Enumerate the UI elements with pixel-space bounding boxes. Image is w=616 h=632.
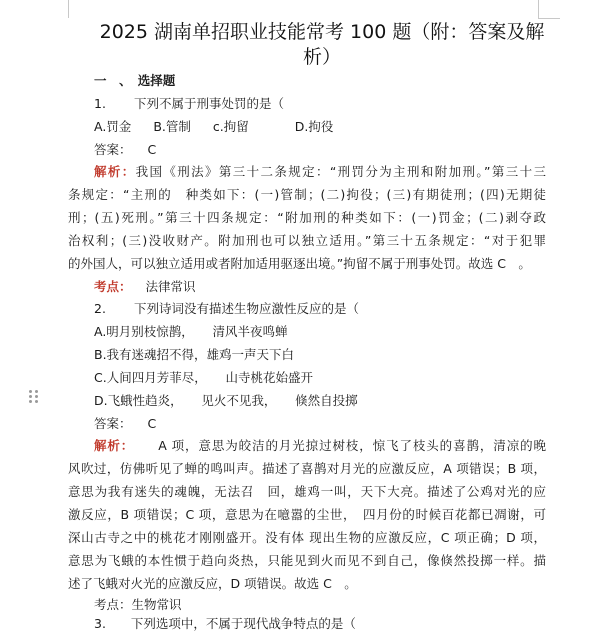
question-1-analysis-line-2: 条规定：“主刑的 种类如下：(一)管制；(二)拘役；(三)有期徒刑；(四)无期徒	[68, 187, 546, 202]
question-2	[94, 301, 359, 317]
page-margin-mark-right-horizontal	[538, 18, 560, 19]
option-b: B.管制	[153, 119, 191, 134]
question-2-analysis-line-7: 述了飞蛾对火光的应激反应，D 项错误。故选 C 。	[68, 576, 357, 591]
option-a: A.明月别枝惊鹊， 清风半夜鸣蝉	[94, 324, 288, 339]
block-drag-handle-icon[interactable]	[29, 390, 39, 404]
analysis-label: 解析：	[94, 438, 135, 453]
page-margin-mark-right	[538, 0, 539, 18]
answer-value: C	[147, 416, 157, 431]
point-value: 法律常识	[145, 279, 196, 294]
option-d: D.拘役	[294, 119, 334, 134]
section-heading: 一 、 选择题	[94, 73, 176, 88]
question-2-answer	[94, 416, 156, 432]
analysis-label: 解析：	[94, 164, 136, 179]
option-d: D.飞蛾性趋炎， 见火不见我， 倏然自投掷	[94, 393, 358, 408]
question-2-analysis-line-5: 深山古寺之中的桃花才刚刚盛开。没有体 现出生物的应激反应，C 项正确；D 项，	[68, 530, 546, 545]
point-value: 生物常识	[131, 597, 182, 612]
question-1-analysis-line-5: 的外国人，可以独立适用或者附加适用驱逐出境。”拘留不属于刑事处罚。故选 C 。	[68, 256, 531, 271]
question-3-partial: 3. 下列选项中，不属于现代战争特点的是（	[94, 616, 356, 631]
question-2-point	[94, 597, 182, 613]
question-1	[94, 96, 284, 112]
question-1-point	[94, 279, 196, 295]
answer-label: 答案：	[94, 142, 132, 157]
question-1-options	[94, 119, 333, 135]
question-2-analysis-line-2: 风吹过，仿佛听见了蝉的鸣叫声。描述了喜鹊对月光的应激反应，A 项错误；B 项，	[68, 461, 546, 476]
question-text: 下列不属于刑事处罚的是（	[133, 96, 284, 111]
page-margin-mark-left	[68, 0, 69, 18]
question-2-analysis-line-3: 意思为我有迷失的魂魄，无法召 回，雄鸡一叫，天下大亮。描述了公鸡对光的应	[68, 484, 546, 499]
document-title: 2025 湖南单招职业技能常考 100 题（附：答案及解 析）	[99, 21, 545, 68]
question-1-answer	[94, 142, 156, 158]
option-c: c.拘留	[212, 119, 249, 134]
option-c: C.人间四月芳菲尽， 山寺桃花始盛开	[94, 370, 313, 385]
question-text: 下列诗词没有描述生物应激性反应的是（	[133, 301, 359, 316]
answer-value: C	[147, 142, 157, 157]
question-1-analysis-line-1: 解析：我国《刑法》第三十二条规定：“刑罚分为主刑和附加刑。”第三十三	[94, 164, 546, 179]
question-1-analysis-line-3: 刑；(五)死刑。”第三十四条规定：“附加刑的种类如下：(一)罚金；(二)剥夺政	[68, 210, 546, 225]
answer-label: 答案：	[94, 416, 132, 431]
option-b: B.我有迷魂招不得，雄鸡一声天下白	[94, 347, 295, 362]
question-1-analysis-line-4: 治权利；(三)没收财产。附加刑也可以独立适用。”第三十五条规定：“对于犯罪	[68, 233, 546, 248]
question-2-analysis-line-6: 意思为飞蛾的本性惯于趋向炎热，只能见到火而见不到自己，像倏然投掷一样。描	[68, 553, 546, 568]
point-label: 考点：	[94, 597, 132, 612]
question-number: 1.	[94, 96, 106, 111]
option-a: A.罚金	[94, 119, 132, 134]
question-2-analysis-line-1: 解析： A 项，意思为皎洁的月光掠过树枝，惊飞了枝头的喜鹊，清凉的晚	[94, 438, 546, 453]
question-number: 2.	[94, 301, 106, 316]
question-2-analysis-line-4: 激反应，B 项错误；C 项，意思为在噫嚣的尘世， 四月份的时候百花都已凋谢，可	[68, 507, 546, 522]
point-label: 考点：	[94, 279, 132, 294]
